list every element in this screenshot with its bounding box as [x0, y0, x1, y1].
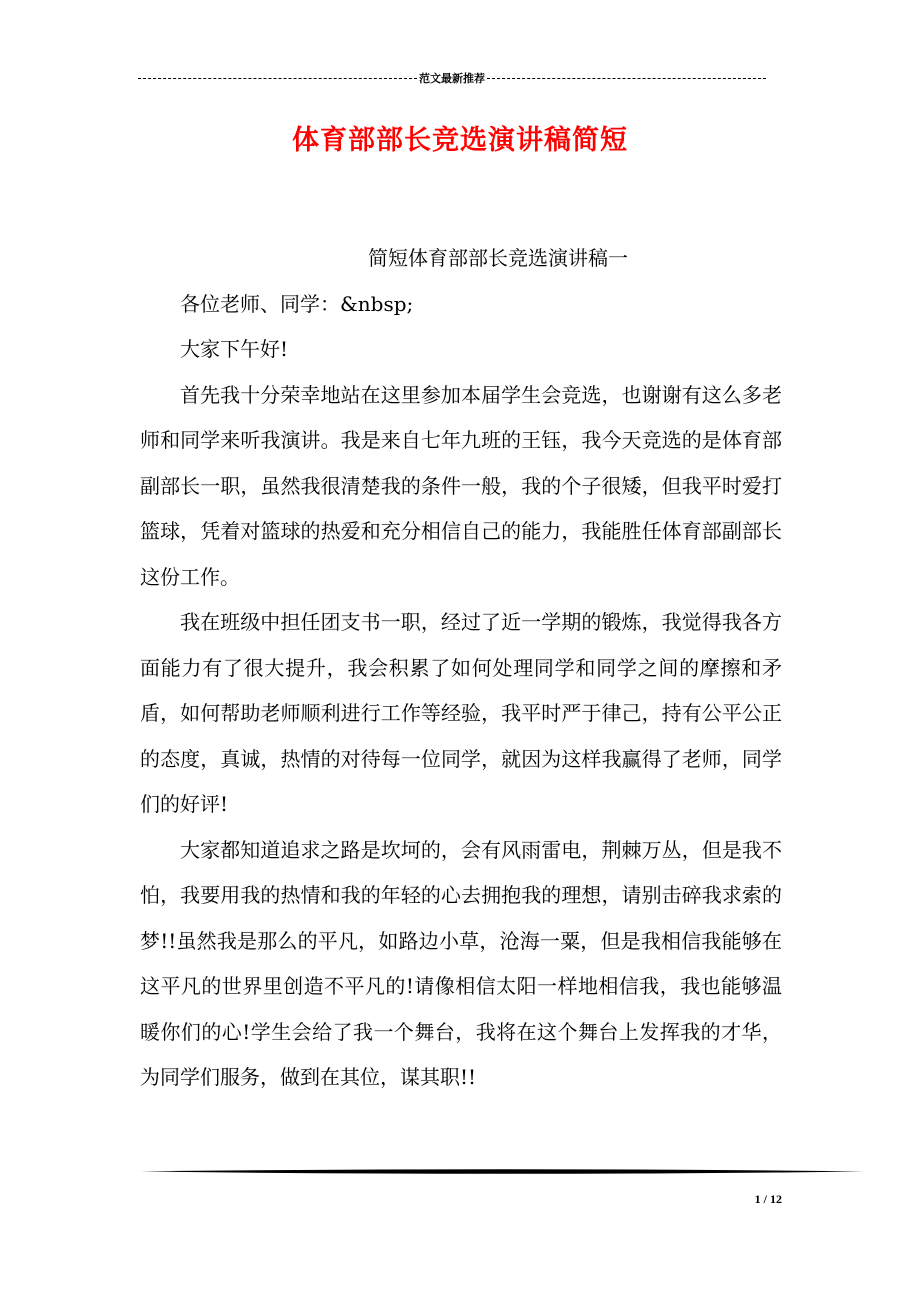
- section-subtitle: 简短体育部部长竞选演讲稿一: [368, 246, 628, 270]
- page-number: 1 / 12: [754, 1192, 782, 1206]
- document-title: 体育部部长竞选演讲稿简短: [292, 125, 628, 156]
- paragraph-aspiration: 大家都知道追求之路是坎坷的，会有风雨雷电，荆棘万丛，但是我不怕，我要用我的热情和我的年轻的心去拥抱我的理想，请别击碎我求索的梦!!虽然我是那么的平凡，如路边小草，沧海一粟，但是我相信我能够在这平凡的世界里创造不平凡的!请像相信太阳一样地相信我，我也能够温暖你们的心!学生会给了我一个舞台，我将在这个舞台上发挥我的才华，为同学们服务，做到在其位，谋其职!!: [140, 837, 782, 1089]
- paragraph-salutation: 大家下午好!: [180, 337, 289, 361]
- document-body: [140, 236, 782, 1101]
- paragraph-greeting: 各位老师、同学：&nbsp;: [180, 291, 414, 316]
- header-label: 范文最新推荐: [419, 72, 485, 85]
- footer-rule: [140, 1168, 864, 1175]
- paragraph-intro: 首先我十分荣幸地站在这里参加本届学生会竞选，也谢谢有这么多老师和同学来听我演讲。我是来自七年九班的王钰，我今天竞选的是体育部副部长一职，虽然我很清楚我的条件一般，我的个子很矮，但我平时爱打篮球，凭着对篮球的热爱和充分相信自己的能力，我能胜任体育部副部长这份工作。: [140, 382, 782, 589]
- header-dash-right: [487, 78, 766, 79]
- header-banner: [138, 68, 766, 88]
- header-dash-left: [138, 78, 417, 79]
- paragraph-experience: 我在班级中担任团支书一职，经过了近一学期的锻炼，我觉得我各方面能力有了很大提升，我会积累了如何处理同学和同学之间的摩擦和矛盾，如何帮助老师顺利进行工作等经验，我平时严于律己，持有公平公正的态度，真诚，热情的对待每一位同学，就因为这样我赢得了老师，同学们的好评!: [140, 610, 782, 816]
